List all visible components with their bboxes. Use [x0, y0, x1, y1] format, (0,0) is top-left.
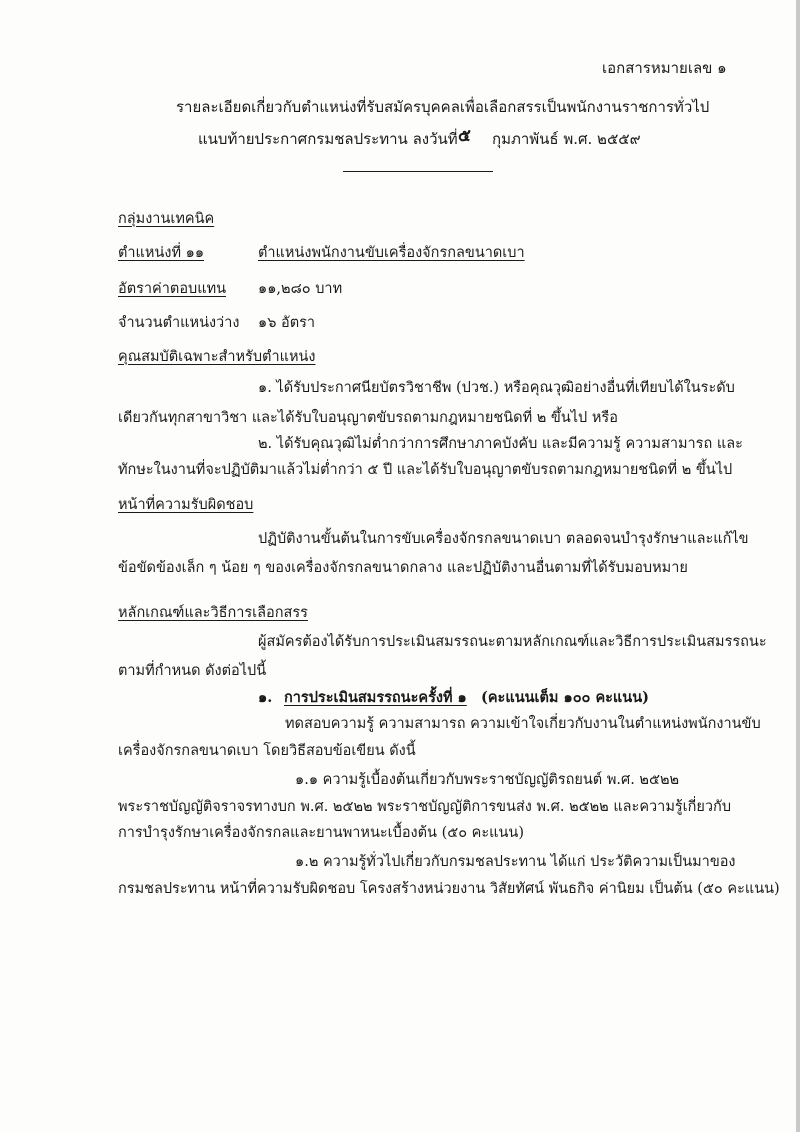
qualification-2-line-2: ทักษะในงานที่จะปฏิบัติมาแล้วไม่ต่ำกว่า ๕ ปี และได้รับใบอนุญาตขับรถตามกฎหมายชนิดที่ ๒ ขึ้นไป	[118, 462, 733, 478]
group-heading: กลุ่มงานเทคนิค	[118, 211, 215, 227]
qualification-1-line-1: ๑. ได้รับประกาศนียบัตรวิชาชีพ (ปวช.) หรือคุณวุฒิอย่างอื่นที่เทียบได้ในระดับ	[258, 380, 735, 396]
assessment-desc-line-1: ทดสอบความรู้ ความสามารถ ความเข้าใจเกี่ยวกับงานในตำแหน่งพนักงานขับ	[285, 716, 761, 732]
doc-number: เอกสารหมายเลข ๑	[602, 59, 727, 77]
item-1-2-line-2: กรมชลประทาน หน้าที่ความรับผิดชอบ โครงสร้างหน่วยงาน วิสัยทัศน์ พันธกิจ ค่านิยม เป็นต้น (๕๐ คะแนน)	[118, 881, 780, 897]
qualification-2-line-1: ๒. ได้รับคุณวุฒิไม่ต่ำกว่าการศึกษาภาคบังคับ และมีความรู้ ความสามารถ และ	[258, 436, 743, 452]
criteria-line-2: ตามที่กำหนด ดังต่อไปนี้	[118, 663, 267, 679]
scan-edge	[796, 0, 800, 1132]
salary-label: อัตราค่าตอบแทน	[118, 281, 227, 297]
position-value: ตำแหน่งพนักงานขับเครื่องจักรกลขนาดเบา	[258, 245, 525, 261]
assessment-title: การประเมินสมรรถนะครั้งที่ ๑	[284, 689, 467, 706]
duty-line-2: ข้อขัดข้องเล็ก ๆ น้อย ๆ ของเครื่องจักรกลขนาดกลาง และปฏิบัติงานอื่นตามที่ได้รับมอบหมาย	[118, 560, 688, 576]
item-1-2-line-1: ๑.๒ ความรู้ทั่วไปเกี่ยวกับกรมชลประทาน ได้แก่ ประวัติความเป็นมาของ	[295, 854, 736, 870]
qualification-heading: คุณสมบัติเฉพาะสำหรับตำแหน่ง	[118, 349, 316, 365]
duty-heading: หน้าที่ความรับผิดชอบ	[118, 497, 254, 513]
criteria-heading: หลักเกณฑ์และวิธีการเลือกสรร	[118, 605, 308, 621]
duty-line-1: ปฏิบัติงานขั้นต้นในการขับเครื่องจักรกลขนาดเบา ตลอดจนบำรุงรักษาและแก้ไข	[258, 531, 749, 547]
qualification-1-line-2: เดียวกันทุกสาขาวิชา และได้รับใบอนุญาตขับรถตามกฎหมายชนิดที่ ๒ ขึ้นไป หรือ	[118, 410, 618, 426]
assessment-score: (คะแนนเต็ม ๑๐๐ คะแนน)	[481, 689, 649, 706]
item-1-1-line-3: การบำรุงรักษาเครื่องจักรกลและยานพาหนะเบื้องต้น (๕๐ คะแนน)	[118, 825, 524, 841]
position-label: ตำแหน่งที่ ๑๑	[118, 245, 205, 261]
title-line-1: รายละเอียดเกี่ยวกับตำแหน่งที่รับสมัครบุคคลเพื่อเลือกสรรเป็นพนักงานราชการทั่วไป	[176, 98, 710, 116]
title-line-2-prefix: แนบท้ายประกาศกรมชลประทาน ลงวันที่	[198, 130, 458, 148]
title-line-2-date: กุมภาพันธ์ พ.ศ. ๒๕๕๙	[492, 130, 641, 148]
item-1-1-line-2: พระราชบัญญัติจราจรทางบก พ.ศ. ๒๕๒๒ พระราชบัญญัติการขนส่ง พ.ศ. ๒๕๒๒ และความรู้เกี่ยวกับ	[118, 799, 732, 815]
assessment-number: ๑.	[258, 689, 273, 706]
vacancy-label: จำนวนตำแหน่งว่าง	[118, 315, 240, 331]
item-1-1-line-1: ๑.๑ ความรู้เบื้องต้นเกี่ยวกับพระราชบัญญัติรถยนต์ พ.ศ. ๒๕๒๒	[295, 772, 680, 788]
title-day-handwritten: ๕	[458, 126, 471, 146]
assessment-desc-line-2: เครื่องจักรกลขนาดเบา โดยวิธีสอบข้อเขียน ดังนี้	[118, 743, 416, 759]
criteria-line-1: ผู้สมัครต้องได้รับการประเมินสมรรถนะตามหลักเกณฑ์และวิธีการประเมินสมรรถนะ	[258, 634, 767, 650]
vacancy-value: ๑๖ อัตรา	[258, 315, 316, 331]
salary-value: ๑๑,๒๘๐ บาท	[258, 281, 343, 297]
title-divider	[343, 171, 493, 172]
